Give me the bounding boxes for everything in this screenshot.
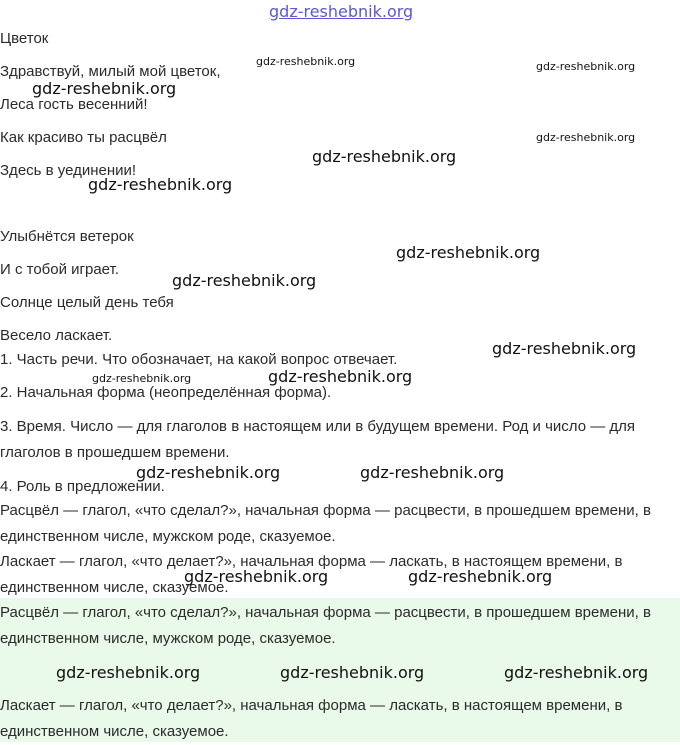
answer-paragraph: Расцвёл — глагол, «что сделал?», начальная форма — расцвести, в прошедшем времени, в единственном числе, мужском роде, сказуемое. xyxy=(0,604,651,647)
plan-item: 2. Начальная форма (неопределённая форма). xyxy=(0,384,332,401)
poem-line: Здравствуй, милый мой цветок, xyxy=(0,63,221,80)
analysis-paragraph: Ласкает — глагол, «что делает?», начальная форма — ласкать, в настоящем времени, в единственном числе, сказуемое. xyxy=(0,553,623,596)
watermark: gdz-reshebnik.org xyxy=(136,463,281,482)
analysis-paragraph: Расцвёл — глагол, «что сделал?», начальная форма — расцвести, в прошедшем времени, в единственном числе, мужском роде, сказуемое. xyxy=(0,502,651,545)
plan-item: 3. Время. Число — для глаголов в настоящем или в будущем времени. Род и число — для глаголов в прошедшем времени. xyxy=(0,418,635,461)
watermark: gdz-reshebnik.org xyxy=(268,367,413,386)
watermark: gdz-reshebnik.org xyxy=(88,175,233,194)
watermark: gdz-reshebnik.org xyxy=(504,663,649,682)
answer-paragraph: Ласкает — глагол, «что делает?», начальная форма — ласкать, в настоящем времени, в единственном числе, сказуемое. xyxy=(0,697,623,740)
watermark: gdz-reshebnik.org xyxy=(396,243,541,262)
watermark: gdz-reshebnik.org xyxy=(280,663,425,682)
watermark: gdz-reshebnik.org xyxy=(360,463,505,482)
poem-line: Солнце целый день тебя xyxy=(0,294,174,311)
plan-item: 4. Роль в предложении. xyxy=(0,478,165,495)
watermark: gdz-reshebnik.org xyxy=(56,663,201,682)
watermark: gdz-reshebnik.org xyxy=(492,339,637,358)
watermark-link[interactable]: gdz-reshebnik.org xyxy=(269,2,414,21)
poem-line: Леса гость весенний! xyxy=(0,96,148,113)
poem-line: Улыбнётся ветерок xyxy=(0,228,134,245)
poem-line: Весело ласкает. xyxy=(0,327,113,344)
watermark: gdz-reshebnik.org xyxy=(32,79,177,98)
watermark: gdz-reshebnik.org xyxy=(536,60,636,73)
watermark: gdz-reshebnik.org xyxy=(408,567,553,586)
watermark: gdz-reshebnik.org xyxy=(536,131,636,144)
watermark: gdz-reshebnik.org xyxy=(256,55,356,68)
plan-item: 1. Часть речи. Что обозначает, на какой вопрос отвечает. xyxy=(0,351,398,368)
watermark: gdz-reshebnik.org xyxy=(184,567,329,586)
watermark: gdz-reshebnik.org xyxy=(172,271,317,290)
watermark: gdz-reshebnik.org xyxy=(312,147,457,166)
poem-title: Цветок xyxy=(0,30,49,47)
poem-line: И с тобой играет. xyxy=(0,261,119,278)
poem-line: Как красиво ты расцвёл xyxy=(0,129,167,146)
poem-line: Здесь в уединении! xyxy=(0,162,137,179)
watermark: gdz-reshebnik.org xyxy=(92,372,192,385)
